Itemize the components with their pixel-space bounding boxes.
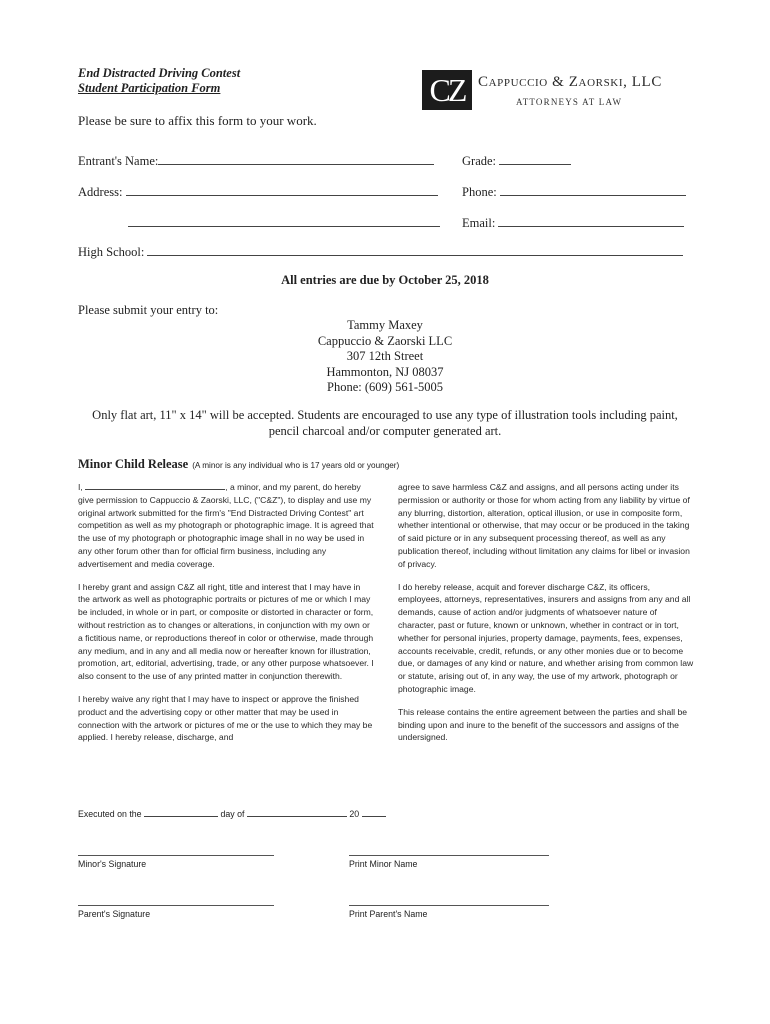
grade-blank[interactable] [499,153,571,165]
submit-label: Please submit your entry to: [78,303,219,317]
print-parent-name-label: Print Parent's Name [349,909,428,919]
due-date-notice: All entries are due by October 25, 2018 [281,273,489,287]
entrant-name-label: Entrant's Name: [78,154,159,168]
entrant-name-blank[interactable] [158,153,434,165]
submit-address [0,318,770,396]
release-paragraph-3: I hereby waive any right that I may have to inspect or approve the finished product and the advertising copy or other matter that may be used in connection with the artwork or pictures of me or the use to which they may be applied. I hereby release, discharge, and [78,693,373,743]
phone-label: Phone: [462,185,497,199]
day-of-label: day of [220,809,245,819]
high-school-label: High School: [78,245,145,259]
print-parent-name-line[interactable] [349,905,549,906]
execution-day-blank[interactable] [144,808,218,817]
firm-name: Cappuccio & Zaorski, LLC [478,74,662,90]
minor-name-blank[interactable] [85,481,225,490]
form-subtitle: Student Participation Form [78,81,221,95]
address-line2-field[interactable] [128,215,440,231]
intro-text: Please be sure to affix this form to your work. [78,113,317,128]
execution-month-blank[interactable] [247,808,347,817]
address-blank-line2[interactable] [128,215,440,227]
contact-name: Tammy Maxey [347,318,423,332]
address-blank-line1[interactable] [126,184,438,196]
release-paragraph-1 [78,481,374,571]
form-title [78,66,240,96]
minor-signature-label: Minor's Signature [78,859,147,869]
executed-on-label: Executed on the [78,809,142,819]
execution-line [78,808,386,819]
contest-title: End Distracted Driving Contest [78,66,241,80]
email-label: Email: [462,216,496,230]
release-heading [78,455,399,473]
phone-blank[interactable] [500,184,686,196]
logo-letters: CZ [429,72,465,108]
release-paragraph-2: I hereby grant and assign C&Z all right, title and interest that I may have in the artwork as well as photographic portraits or pictures of me or which I may be included, in whole or in part, or composite or distorted in character or form, without restriction as to changes or alterations, in conjunction with my own or a fictitious name, or reproductions thereof in color or otherwise, made through any medium, and in any and all media now or hereafter known for illustration, promotion, art, editorial, advertising, trade, or any other purpose whatsoever. I also consent to the use of any printed matter in conjunction therewith. [78,581,374,682]
flat-art-notice: Only flat art, 11" x 14" will be accepted. Students are encouraged to use any type of illustration tools including paint, pencil charcoal and/or computer generated art. [92,408,678,438]
parent-signature-label: Parent's Signature [78,909,151,919]
phone-field[interactable] [462,184,686,200]
contact-company: Cappuccio & Zaorski LLC [317,333,453,348]
year-prefix: 20 [349,809,360,819]
firm-logo [422,70,472,110]
high-school-blank[interactable] [147,244,683,256]
release-p1-text: , a minor, and my parent, do hereby give permission to Cappuccio & Zaorski, LLC, ("C&Z"), to display and use my original artwork submitted for the firm's "End Distracted Driving Contest" art competition as well as my photograph or photographic image. It is agreed that the use of my photograph or photographic image shall in no way be used in any other forum other than for official firm business, including any advertisement and media coverage. [78,482,374,569]
release-paragraph-4: agree to save harmless C&Z and assigns, and all persons acting under its permission or authority or those for whom acting from any liability by virtue of any blurring, distortion, alteration, optical illusion, or use in composite form, whether intentional or otherwise, that may occur or be produced in the taking of said picture or in any subsequent processing thereof, as well as any publication thereof, including without limitation any claims for libel or invasion of privacy. [398,482,690,569]
entrant-name-field[interactable] [78,153,434,169]
address-label: Address: [78,185,123,199]
execution-year-blank[interactable] [362,808,386,817]
release-column-right [398,481,694,754]
print-minor-name-line[interactable] [349,855,549,856]
grade-field[interactable] [462,153,571,169]
contact-street: 307 12th Street [346,349,424,363]
contact-phone: Phone: (609) 561-5005 [327,380,443,394]
email-field[interactable] [462,215,684,231]
email-blank[interactable] [498,215,684,227]
release-p1-prefix: I, [78,482,83,492]
firm-tagline: ATTORNEYS AT LAW [516,97,623,107]
release-note: (A minor is any individual who is 17 years old or younger) [192,461,400,470]
contact-city: Hammonton, NJ 08037 [326,364,444,379]
minor-signature-line[interactable] [78,855,274,856]
release-paragraph-6: This release contains the entire agreement between the parties and shall be binding upon and inure to the benefit of the successors and assigns of the undersigned. [398,706,688,743]
release-paragraph-5: I do hereby release, acquit and forever discharge C&Z, its officers, employees, attorneys, representatives, insurers and assigns from any and all demands, cause of action and/or judgments of whatsoever nature of character, past or future, known or unknown, whether in contract or in tort, whether for personal injuries, property damage, payments, fees, expenses, accounts receivable, credit, refunds, or any other monies due or to become due, or damages of any kind or nature, and whether arising from common law or statute, arising out of, in any way, the use of my artwork, photograph or photographic image. [398,581,694,694]
address-field[interactable] [78,184,438,200]
print-minor-name-label: Print Minor Name [349,859,418,869]
grade-label: Grade: [462,154,497,168]
high-school-field[interactable] [78,244,683,260]
release-title: Minor Child Release [78,457,189,471]
parent-signature-line[interactable] [78,905,274,906]
release-column-left [78,481,374,754]
